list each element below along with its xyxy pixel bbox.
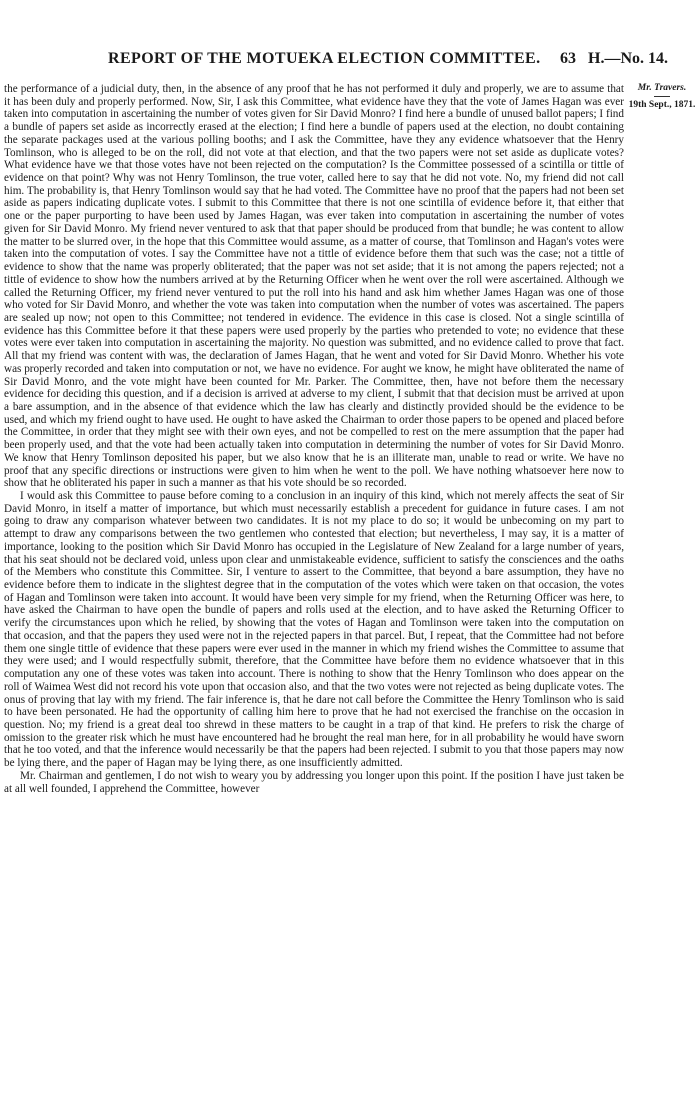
paragraph-1: the performance of a judicial duty, then, in the absence of any proof that he has not performed it duly and properly, we are to assume that it has been duly and properly performed. Now, Sir, I ask this Committee, what evidence have they that the vote of James Hagan was ever taken into computation in ascertaining the number of votes given for Sir David Monro? I find here a bundle of unused ballot papers; I find a bundle of papers set aside as incorrectly erased at the election; I find here a bundle of papers used at the election, no doubt containing the separate packages used at the various polling booths; and I ask the Committee, have they any evidence whatsoever that the Henry Tomlinson, who is alleged to be on the roll, did not vote at that election, and that the two papers were not set aside as duplicate votes? What evidence have we that those votes have not been rejected on the computation? Is the Committee possessed of a scintilla or tittle of evidence on that point? Why was not Henry Tomlinson, the true voter, called here to say that he did not vote. No, my friend did not call him. The probability is, that Henry Tomlinson would say that he had voted. The Committee have no proof that the papers had not been set aside as papers indicating duplicate votes. I submit to this Committee that there is not one scintilla of evidence before it, that either that one or the paper purporting to have been used by James Hagan, was ever taken into computation in ascertaining the number of votes given for Sir David Monro. My friend never ventured to ask that that paper should be produced from that bundle; he was content to allow the matter to be slurred over, in the hope that this Committee would assume, as a matter of course, that Tomlinson and Hagan's votes were taken into the computation of votes. I say the Committee have not a tittle of evidence before them that such was the case; not a tittle of evidence to show that the name was properly obliterated; that the paper was not set aside; that it is not among the papers rejected; not a tittle of evidence to show how the numbers arrived at by the Returning Officer when he went over the roll were ascertained. Although we called the Returning Officer, my friend never ventured to put the roll into his hand and ask him whether James Hagan was one of those who voted for Sir David Monro, and whether the vote was taken into computation when the number of votes was ascertained. The papers are sealed up now; not open to this Committee; not tendered in evidence. The evidence in this case is closed. Not a single scintilla of evidence has this Committee before it that these papers were used properly by the parties who pretended to vote; no evidence that these votes were ever taken into computation in ascertaining the majority. No question was submitted, and no evidence called to prove that fact. All that my friend was content with was, the declaration of James Hagan, that he went and voted for Sir David Monro. Whether his vote was properly recorded and taken into computation or not, we have no evidence. For aught we know, he might have obliterated the name of Sir David Monro, and the vote might have been counted for Mr. Parker. The Committee, then, have not before them the necessary evidence for deciding this question, and if a decision is arrived at adverse to my client, I submit that that decision must be arrived at upon a bare assumption, and in the absence of that evidence which the law has clearly and distinctly provided should be the evidence to be used, and which my friend ought to have used. He ought to have asked the Chairman to order those papers to be opened and placed before the Committee, in order that they might see with their own eyes, and not be compelled to rest on the mere assumption that the paper had been properly used, and that the vote had been actually taken into computation in determining the number of votes for Sir David Monro. We know that Henry Tomlinson deposited his paper, but we also know that he is an illiterate man, unable to read or write. We have no proof that any specific directions or instructions were given to him when he went to the poll. We have nothing whatsoever here now to show that he obliterated his paper in such a manner as that his vote should be so recorded. xyxy=(4,83,624,490)
speech-date: 19th Sept., 1871. xyxy=(628,100,696,110)
report-title: REPORT OF THE MOTUEKA ELECTION COMMITTEE. xyxy=(108,50,541,67)
paragraph-3: Mr. Chairman and gentlemen, I do not wish to weary you by addressing you longer upon this point. If the position I have just taken be at all well founded, I apprehend the Committee, however xyxy=(4,769,624,795)
paragraph-2: I would ask this Committee to pause before coming to a conclusion in an inquiry of this kind, which not merely affects the seat of Sir David Monro, in itself a matter of importance, but which must necessarily establish a precedent for guidance in future cases. I am not going to draw any comparison whatever between two candidates. It is not my place to do so; it would be unbecoming on my part to attempt to draw any comparisons between the two gentlemen who contested that election; but nevertheless, I may say, it is a matter of importance, looking to the position which Sir David Monro has occupied in the Legislature of New Zealand for a large number of years, that his seat should not be declared void, unless upon clear and unmistakeable evidence, sufficient to satisfy the consciences and the oaths of the Members who constitute this Committee. Sir, I venture to assert to the Committee, that beyond a bare assumption, they have no evidence before them to indicate in the slightest degree that in the computation of the votes which were taken on that occasion, the votes of Hagan and Tomlinson were taken into account. It would have been very simple for my friend, when the Returning Officer was here, to have asked the Chairman to have open the bundle of papers and rolls used at the election, and to have asked the Returning Officer to verify the circumstances upon which he relied, by showing that the votes of Hagan and Tomlinson were taken into the computation on that occasion, and that the papers they used were not in the rejected papers in that parcel. But, I repeat, that the Committee had not before them one single tittle of evidence that these papers were ever used in the manner in which my friend wishes the Committee to assume that they were used; and I would respectfully submit, therefore, that the Committee have before them no evidence whatsoever that in this computation any one of these votes was taken into account. There is nothing to show that the Henry Tomlinson who does appear on the roll of Waimea West did not record his vote upon that occasion also, and that the two votes were not rejected as being duplicate votes. The onus of proving that lay with my friend. The fair inference is, that he dare not call before the Committee the Henry Tomlinson who is said to have been personated. He had the opportunity of calling him here to prove that he had not exercised the franchise on the occasion in question. No; my friend is a great deal too shrewd in these matters to be caught in a trap of that kind. He prefers to risk the charge of omission to the greater risk which he must have encountered had he brought the real man here, for in all probability he would have sworn that he too voted, and that the inference would necessarily be that the papers had been rejected. I submit to you that those papers may now be lying there, and the paper of Hagan may be lying there, as one insufficiently admitted. xyxy=(4,490,624,770)
margin-rule xyxy=(654,96,670,97)
speaker-name: Mr. Travers. xyxy=(637,83,687,93)
margin-note xyxy=(626,82,698,111)
page-number: 63 xyxy=(560,50,576,67)
body-text xyxy=(4,83,624,795)
document-reference: H.—No. 14. xyxy=(588,50,668,67)
page-header xyxy=(62,50,692,72)
